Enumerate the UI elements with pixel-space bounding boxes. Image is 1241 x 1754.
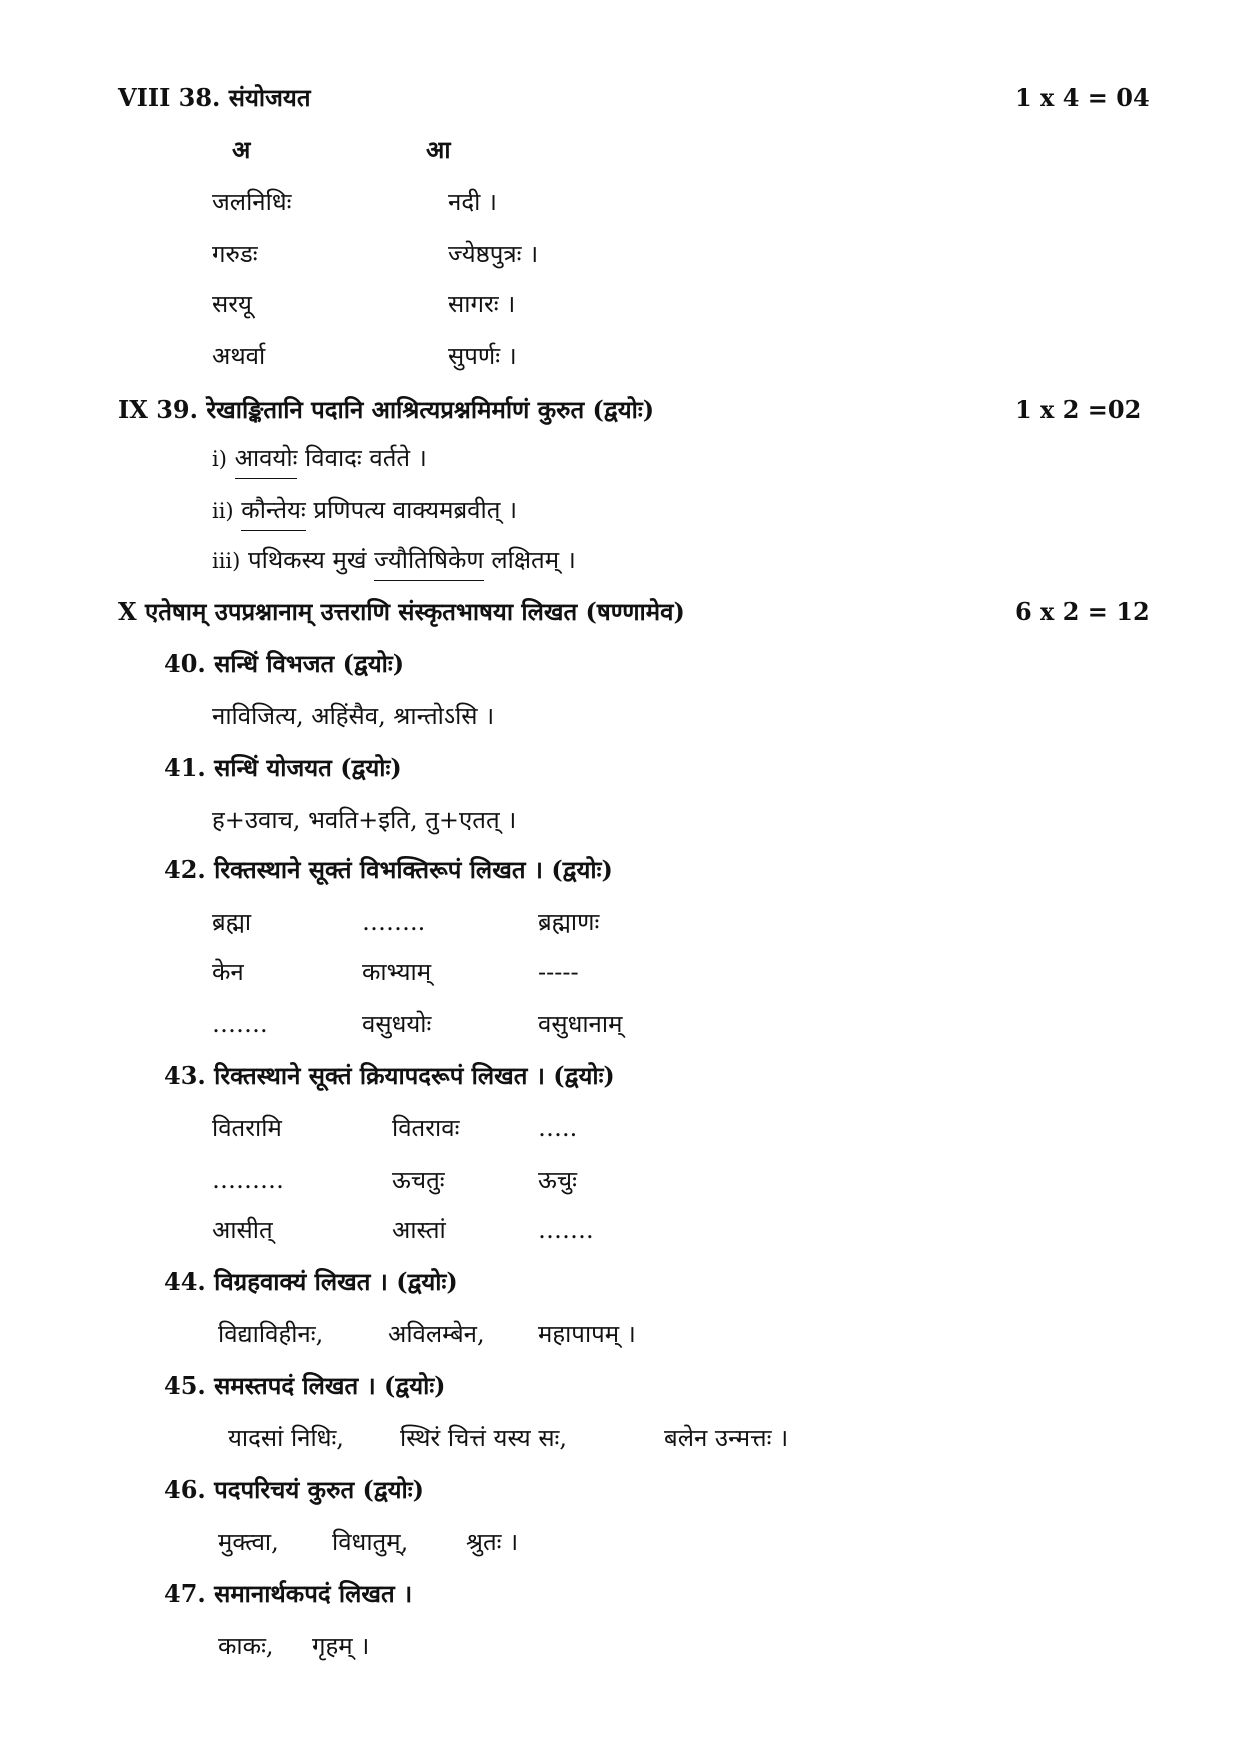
q39-item-pre: पथिकस्य मुखं xyxy=(240,546,375,574)
q38-heading: VIII 38. संयोजयत xyxy=(118,83,311,112)
q39-marks: 1 x 2 =02 xyxy=(1015,395,1142,424)
q39-item-rest: विवादः वर्तते । xyxy=(297,444,427,472)
q39-item-num: ii) xyxy=(212,499,234,523)
q39-item-rest: लक्षितम् । xyxy=(483,546,576,574)
q38-pair-a: जलनिधिः xyxy=(212,188,292,216)
q44-item: विद्याविहीनः, xyxy=(218,1320,324,1348)
q43-cell: वितरामि xyxy=(212,1114,282,1142)
q39-item-underlined: कौन्तेयः xyxy=(241,496,306,531)
q46-item: विधातुम्, xyxy=(332,1528,409,1556)
q38-pair-a: अथर्वा xyxy=(212,342,266,370)
q39-item xyxy=(212,498,517,522)
q38-col-a: अ xyxy=(232,135,251,164)
q42-cell: ब्रह्माणः xyxy=(538,908,600,936)
q43-cell: आस्तां xyxy=(392,1216,446,1244)
q38-pair-a: गरुडः xyxy=(212,240,258,268)
q47-item: गृहम् । xyxy=(312,1632,370,1660)
q43-cell: आसीत् xyxy=(212,1216,273,1244)
q42-cell: ……. xyxy=(212,1010,268,1038)
q44-item: महापापम् । xyxy=(538,1320,636,1348)
q39-item-rest: प्रणिपत्य वाक्यमब्रवीत् । xyxy=(305,496,518,524)
q45-item: स्थिरं चित्तं यस्य सः, xyxy=(400,1424,568,1452)
q42-cell: ----- xyxy=(538,958,579,986)
q41-text: ह+उवाच, भवति+इति, तु+एतत् । xyxy=(212,806,517,834)
q47-item: काकः, xyxy=(218,1632,274,1660)
q39-item-num: iii) xyxy=(212,549,241,573)
q38-pair-b: सुपर्णः । xyxy=(448,342,517,370)
q43-cell: वितरावः xyxy=(392,1114,460,1142)
q42-heading: 42. रिक्तस्थाने सूक्तं विभक्तिरूपं लिखत । (द्वयोः) xyxy=(164,855,613,884)
q38-pair-b: ज्येष्ठपुत्रः । xyxy=(448,240,539,268)
q45-heading: 45. समस्तपदं लिखत । (द्वयोः) xyxy=(164,1371,446,1400)
q42-cell: …….. xyxy=(362,908,426,936)
q43-cell: ऊचुः xyxy=(538,1166,577,1194)
q45-item: बलेन उन्मत्तः । xyxy=(664,1424,789,1452)
q38-pair-b: नदी । xyxy=(448,188,498,216)
q46-heading: 46. पदपरिचयं कुरुत (द्वयोः) xyxy=(164,1475,424,1504)
q44-heading: 44. विग्रहवाक्यं लिखत । (द्वयोः) xyxy=(164,1267,458,1296)
q42-cell: वसुधानाम् xyxy=(538,1010,623,1038)
q38-pair-a: सरयू xyxy=(212,290,252,318)
q43-cell: ….. xyxy=(538,1114,578,1142)
q40-heading: 40. सन्धिं विभजत (द्वयोः) xyxy=(164,649,405,678)
q43-cell: ……… xyxy=(212,1166,284,1194)
q43-heading: 43. रिक्तस्थाने सूक्तं क्रियापदरूपं लिखत । (द्वयोः) xyxy=(164,1061,615,1090)
q43-cell: ऊचतुः xyxy=(392,1166,445,1194)
q39-heading: IX 39. रेखाङ्कितानि पदानि आश्रित्यप्रश्नमिर्माणं कुरुत (द्वयोः) xyxy=(118,395,655,424)
q41-heading: 41. सन्धिं योजयत (द्वयोः) xyxy=(164,753,402,782)
q39-item-underlined: आवयोः xyxy=(235,444,298,479)
q43-cell: ……. xyxy=(538,1216,594,1244)
q39-item-underlined: ज्यौतिषिकेण xyxy=(374,546,484,581)
q46-item: मुक्त्वा, xyxy=(218,1528,279,1556)
section-x-heading: X एतेषाम् उपप्रश्नानाम् उत्तराणि संस्कृतभाषया लिखत (षण्णामेव) xyxy=(118,597,685,626)
q38-col-b: आ xyxy=(426,135,451,164)
q40-text: नाविजित्य, अहिंसैव, श्रान्तोऽसि । xyxy=(212,702,495,730)
q45-item: यादसां निधिः, xyxy=(228,1424,344,1452)
q42-cell: केन xyxy=(212,958,244,986)
q44-item: अविलम्बेन, xyxy=(388,1320,485,1348)
q42-cell: ब्रह्मा xyxy=(212,908,252,936)
section-x-marks: 6 x 2 = 12 xyxy=(1015,597,1150,626)
q47-heading: 47. समानार्थकपदं लिखत । xyxy=(164,1579,413,1608)
q46-item: श्रुतः । xyxy=(466,1528,519,1556)
q42-cell: वसुधयोः xyxy=(362,1010,432,1038)
q39-item xyxy=(212,446,427,470)
q38-marks: 1 x 4 = 04 xyxy=(1015,83,1150,112)
q42-cell: काभ्याम् xyxy=(362,958,432,986)
q39-item xyxy=(212,548,576,572)
q39-item-num: i) xyxy=(212,447,227,471)
q38-pair-b: सागरः । xyxy=(448,290,516,318)
